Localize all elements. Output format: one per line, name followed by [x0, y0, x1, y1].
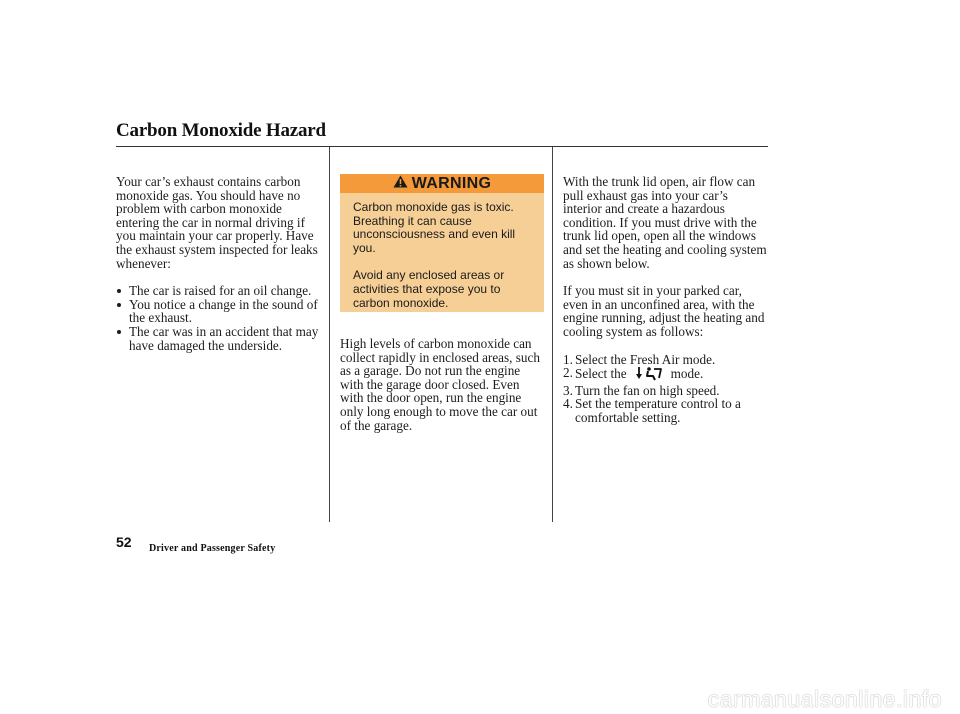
- floor-vent-mode-icon: [635, 366, 665, 384]
- page-title: Carbon Monoxide Hazard: [116, 120, 326, 141]
- right-column: [563, 175, 768, 425]
- warning-paragraph: Carbon monoxide gas is toxic. Breathing it can cause unconsciousness and even kill you.: [353, 200, 516, 255]
- step-item: 1. Select the Fresh Air mode.: [563, 351, 716, 367]
- bullet-item: The car was in an accident that may have damaged the underside.: [116, 325, 326, 352]
- trunk-paragraph: With the trunk lid open, air flow can pull exhaust gas into your car’s interior and create a hazardous condition. If you must drive with the trunk lid open, open all the windows and set the heating and cooling system as shown below.: [563, 174, 767, 271]
- column-divider-right: [552, 147, 553, 522]
- page-number: 52: [116, 534, 132, 550]
- warning-triangle-icon: [393, 175, 408, 193]
- section-name: Driver and Passenger Safety: [149, 543, 276, 554]
- warning-box: [340, 174, 544, 312]
- parked-car-paragraph: If you must sit in your parked car, even in an unconfined area, with the engine running, adjust the heating and cooling system as follows:: [563, 283, 765, 339]
- step-item: 4. Set the temperature control to a comfortable setting.: [563, 396, 741, 425]
- garage-paragraph: High levels of carbon monoxide can collect rapidly in enclosed areas, such as a garage. Do not run the engine with the garage door closed. Even with the door open, run the engine only long enough to move the car out of the garage.: [340, 336, 540, 433]
- intro-paragraph: Your car’s exhaust contains carbon monoxide gas. You should have no problem with carbon monoxide entering the car in normal driving if you maintain your car properly. Have the exhaust system inspected for leaks whenever:: [116, 174, 318, 271]
- left-column: [116, 175, 326, 352]
- step-item: 2. Select the mode.: [563, 366, 768, 384]
- column-divider-left: [329, 147, 330, 522]
- middle-column: [340, 337, 546, 432]
- watermark: carmanualsonline.info: [707, 686, 942, 712]
- warning-paragraph: Avoid any enclosed areas or activities that expose you to carbon monoxide.: [353, 268, 505, 310]
- steps-list: [563, 353, 768, 425]
- warning-header: [340, 174, 544, 193]
- bullet-item: You notice a change in the sound of the exhaust.: [116, 298, 326, 325]
- warning-label: WARNING: [411, 175, 492, 192]
- step-item: 3. Turn the fan on high speed.: [563, 382, 720, 398]
- warning-body: [340, 193, 544, 310]
- inspection-bullet-list: [116, 284, 326, 352]
- title-divider: [116, 146, 768, 147]
- bullet-item: The car is raised for an oil change.: [116, 284, 326, 298]
